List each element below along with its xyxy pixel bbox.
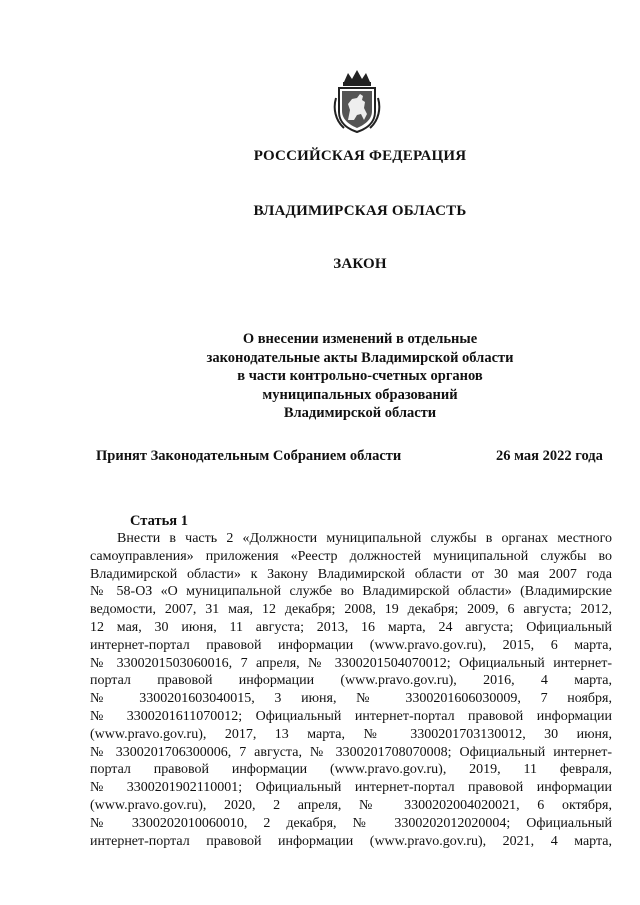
- body-line: портал правовой информации (www.pravo.gov.ru), 2019, 11 февраля,: [90, 762, 612, 778]
- subject-line: в части контрольно-счетных органов: [237, 368, 483, 384]
- body-line: Внести в часть 2 «Должности муниципальной службы в органах местного: [117, 531, 612, 546]
- body-line: интернет-портал правовой информации (www.pravo.gov.ru), 2015, 6 марта,: [90, 637, 612, 653]
- body-line: № 3300201603040015, 3 июня, № 3300201606030009, 7 ноября,: [90, 691, 612, 707]
- doc-type-heading: ЗАКОН: [333, 256, 387, 272]
- body-line: № 3300202010060010, 2 декабря, № 3300202012020004; Официальный: [90, 815, 612, 831]
- article-body: [90, 530, 612, 850]
- body-line: (www.pravo.gov.ru), 2020, 2 апреля, № 3300202004020021, 6 октября,: [90, 797, 612, 813]
- body-line: № 3300201611070012; Официальный интернет-портал правовой информации: [90, 708, 612, 724]
- adoption-body: Принят Законодательным Собранием области: [96, 448, 402, 464]
- body-line: Владимирской области» к Закону Владимирской области от 30 мая 2007 года: [90, 566, 612, 582]
- body-line: интернет-портал правовой информации (www.pravo.gov.ru), 2021, 4 марта,: [90, 833, 612, 849]
- subject-line: муниципальных образований: [262, 386, 458, 403]
- body-line: самоуправления» приложения «Реестр должностей муниципальной службы во: [90, 548, 612, 564]
- body-line: № 58-ОЗ «О муниципальной службе во Владимирской области» (Владимирские: [90, 584, 612, 600]
- adoption-date: 26 мая 2022 года: [496, 448, 603, 464]
- article-title: Статья 1: [130, 513, 188, 529]
- country-heading: РОССИЙСКАЯ ФЕДЕРАЦИЯ: [253, 148, 467, 164]
- law-subject-title: [150, 330, 570, 423]
- region-heading: ВЛАДИМИРСКАЯ ОБЛАСТЬ: [253, 203, 467, 219]
- body-line: ведомости, 2007, 31 мая, 12 декабря; 2008, 19 декабря; 2009, 6 августа; 2012,: [90, 602, 612, 618]
- subject-line: О внесении изменений в отдельные: [242, 331, 478, 347]
- body-line: № 3300201706300006, 7 августа, № 3300201708070008; Официальный интернет-: [90, 744, 612, 760]
- subject-line: Владимирской области: [283, 405, 437, 421]
- vladimir-coat-of-arms-icon: [330, 68, 384, 134]
- body-line: 12 мая, 30 июня, 11 августа; 2013, 16 марта, 24 августа; Официальный: [90, 619, 612, 635]
- subject-line: законодательные акты Владимирской области: [206, 349, 514, 366]
- body-line: № 3300201503060016, 7 апреля, № 3300201504070012; Официальный интернет-: [90, 655, 612, 671]
- body-line: (www.pravo.gov.ru), 2017, 13 марта, № 3300201703130012, 30 июня,: [90, 726, 612, 742]
- body-line: № 3300201902110001; Официальный интернет-портал правовой информации: [90, 780, 612, 796]
- body-line: портал правовой информации (www.pravo.gov.ru), 2016, 4 марта,: [90, 673, 612, 689]
